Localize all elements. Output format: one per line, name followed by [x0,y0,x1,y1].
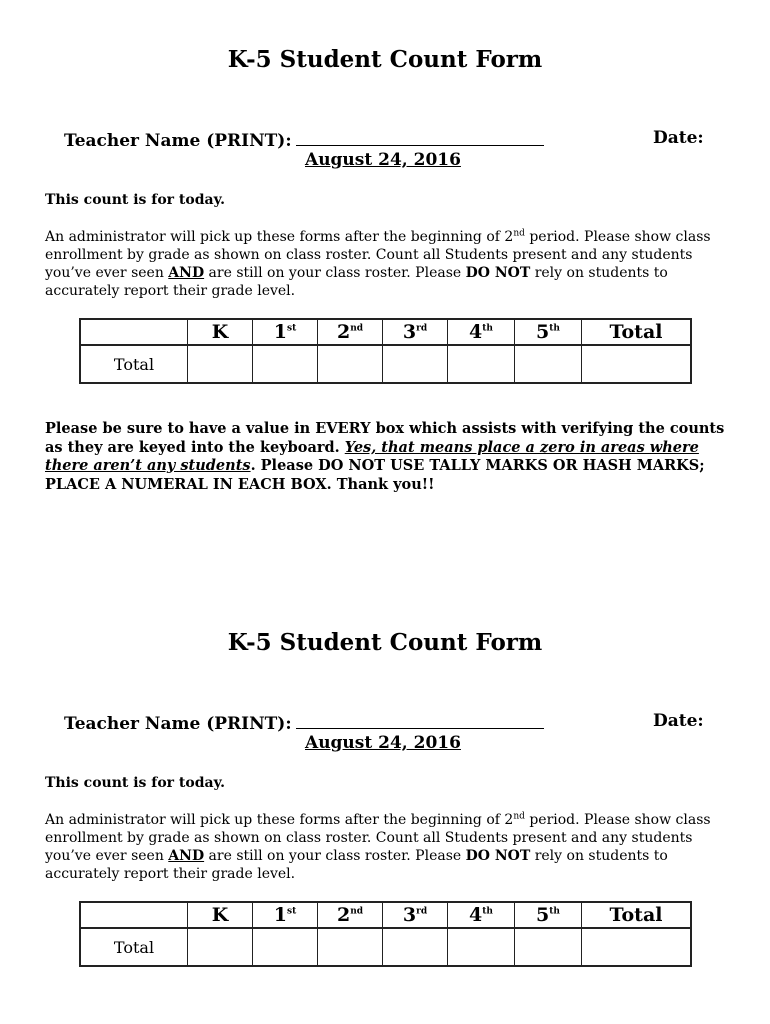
header-3rd: 3rd [383,902,448,928]
corner-cell [80,902,188,928]
cell-2nd[interactable] [318,345,383,383]
cell-k[interactable] [188,345,253,383]
header-total: Total [582,902,692,928]
instructions-paragraph: An administrator will pick up these forms after the beginning of 2nd period. Please show class enrollment by grade as shown on class roster. Count all Students present and any students you’ve ever seen AND are still on your class roster. Please DO NOT rely on students to accurately report their grade level. [45,228,711,299]
today-note: This count is for today. [45,775,225,791]
form-title: K-5 Student Count Form [227,629,543,656]
cell-4th[interactable] [448,345,515,383]
form-title: K-5 Student Count Form [227,46,543,73]
header-4th: 4th [448,902,515,928]
date-label: Date: [653,128,704,148]
date-value: August 24, 2016 [305,733,461,753]
grade-count-table [79,901,692,967]
teacher-name-row [64,128,544,151]
header-5th: 5th [515,902,582,928]
header-5th: 5th [515,319,582,345]
teacher-name-label: Teacher Name (PRINT): [64,714,292,734]
header-2nd: 2nd [318,319,383,345]
cell-2nd[interactable] [318,928,383,966]
teacher-name-field[interactable] [296,128,544,146]
cell-total[interactable] [582,928,692,966]
row-label-total: Total [80,345,188,383]
header-1st: 1st [253,319,318,345]
corner-cell [80,319,188,345]
cell-5th[interactable] [515,345,582,383]
header-total: Total [582,319,692,345]
header-4th: 4th [448,319,515,345]
date-label: Date: [653,711,704,731]
cell-total[interactable] [582,345,692,383]
cell-3rd[interactable] [383,345,448,383]
instructions-note: Please be sure to have a value in EVERY box which assists with verifying the counts as they are keyed into the keyboard. Yes, that means place a zero in areas where there aren’t any students. Please DO NOT USE TALLY MARKS OR HASH MARKS; PLACE A NUMERAL IN EACH BOX. Thank you!! [45,420,725,493]
date-value: August 24, 2016 [305,150,461,170]
row-label-total: Total [80,928,188,966]
cell-1st[interactable] [253,928,318,966]
header-k: K [188,319,253,345]
teacher-name-row [64,711,544,734]
grade-count-table [79,318,692,384]
header-2nd: 2nd [318,902,383,928]
cell-5th[interactable] [515,928,582,966]
instructions-paragraph: An administrator will pick up these forms after the beginning of 2nd period. Please show class enrollment by grade as shown on class roster. Count all Students present and any students you’ve ever seen AND are still on your class roster. Please DO NOT rely on students to accurately report their grade level. [45,811,711,882]
teacher-name-field[interactable] [296,711,544,729]
cell-1st[interactable] [253,345,318,383]
header-3rd: 3rd [383,319,448,345]
cell-3rd[interactable] [383,928,448,966]
today-note: This count is for today. [45,192,225,208]
header-k: K [188,902,253,928]
header-1st: 1st [253,902,318,928]
cell-k[interactable] [188,928,253,966]
cell-4th[interactable] [448,928,515,966]
teacher-name-label: Teacher Name (PRINT): [64,131,292,151]
